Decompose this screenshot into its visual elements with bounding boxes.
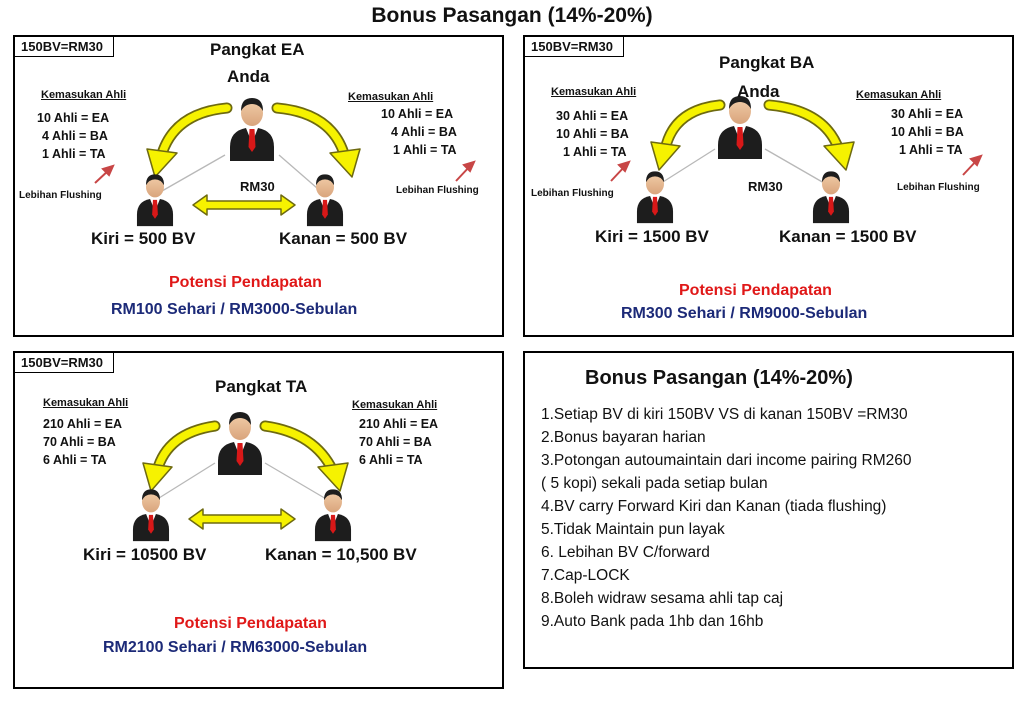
bv-rate-tag: 150BV=RM30 (525, 37, 624, 57)
person-icon (218, 412, 262, 475)
right-entry-line: 10 Ahli = BA (891, 125, 964, 139)
list-item: ( 5 kopi) sekali pada setiap bulan (541, 475, 768, 492)
right-flushing-label: Lebihan Flushing (396, 185, 479, 196)
left-entry-line: 4 Ahli = BA (42, 129, 108, 143)
rank-label: Pangkat TA (215, 377, 308, 396)
right-entry-line: 30 Ahli = EA (891, 107, 964, 121)
income-value: RM300 Sehari / RM9000-Sebulan (621, 305, 868, 322)
pair-value: RM30 (240, 179, 275, 194)
double-arrow-icon (193, 195, 295, 215)
left-curved-arrow-icon (147, 108, 227, 177)
left-entry-line: 10 Ahli = EA (37, 111, 110, 125)
potential-income-label: Potensi Pendapatan (169, 274, 322, 291)
right-bv: Kanan = 1500 BV (779, 227, 917, 246)
right-entry-line: 210 Ahli = EA (359, 417, 439, 431)
left-curved-arrow-icon (143, 426, 215, 491)
list-item: 9.Auto Bank pada 1hb dan 16hb (541, 613, 764, 630)
list-item: 1.Setiap BV di kiri 150BV VS di kanan 150BV =RM30 (541, 406, 908, 423)
right-entry-line: 1 Ahli = TA (899, 143, 963, 157)
right-bv: Kanan = 500 BV (279, 229, 408, 248)
potential-income-label: Potensi Pendapatan (679, 282, 832, 299)
income-value: RM100 Sehari / RM3000-Sebulan (111, 301, 358, 318)
page-title: Bonus Pasangan (14%-20%) (371, 4, 653, 27)
panel-ba (523, 35, 1014, 337)
right-curved-arrow-icon (769, 105, 854, 170)
right-entry-line: 1 Ahli = TA (393, 143, 457, 157)
list-item: 5.Tidak Maintain pun layak (541, 521, 725, 538)
left-flushing-label: Lebihan Flushing (531, 188, 614, 199)
person-icon (230, 98, 274, 161)
right-flushing-label: Lebihan Flushing (897, 182, 980, 193)
bv-rate-tag: 150BV=RM30 (15, 37, 114, 57)
person-icon (133, 489, 169, 541)
rank-label: Pangkat EA (210, 40, 305, 59)
left-entry-line: 30 Ahli = EA (556, 109, 629, 123)
right-entry-line: 10 Ahli = EA (381, 107, 454, 121)
list-item: 4.BV carry Forward Kiri dan Kanan (tiada flushing) (541, 498, 887, 515)
summary-list (541, 403, 912, 633)
summary-title: Bonus Pasangan (14%-20%) (585, 367, 853, 389)
you-label: Anda (227, 67, 270, 86)
person-icon (307, 174, 343, 226)
left-entry-line: 70 Ahli = BA (43, 435, 116, 449)
pointer-arrow-icon (963, 156, 981, 175)
list-item: 2.Bonus bayaran harian (541, 429, 706, 446)
left-curved-arrow-icon (651, 105, 720, 170)
potential-income-label: Potensi Pendapatan (174, 615, 327, 632)
left-entry-line: 1 Ahli = TA (563, 145, 627, 159)
left-entry-line: 10 Ahli = BA (556, 127, 629, 141)
left-entry-heading: Kemasukan Ahli (41, 89, 127, 101)
right-entry-heading: Kemasukan Ahli (352, 399, 438, 411)
list-item: 6. Lebihan BV C/forward (541, 544, 710, 561)
bv-rate-tag: 150BV=RM30 (15, 353, 114, 373)
left-entry-line: 1 Ahli = TA (42, 147, 106, 161)
right-curved-arrow-icon (277, 108, 360, 177)
income-value: RM2100 Sehari / RM63000-Sebulan (103, 639, 368, 656)
left-bv: Kiri = 10500 BV (83, 545, 207, 564)
rank-label: Pangkat BA (719, 53, 815, 72)
pointer-arrow-icon (456, 162, 474, 181)
double-arrow-icon (189, 509, 295, 529)
list-item: 7.Cap-LOCK (541, 567, 630, 584)
left-bv: Kiri = 500 BV (91, 229, 196, 248)
right-curved-arrow-icon (265, 426, 348, 491)
pair-value: RM30 (748, 179, 783, 194)
left-bv: Kiri = 1500 BV (595, 227, 709, 246)
left-entry-line: 6 Ahli = TA (43, 453, 107, 467)
left-entry-heading: Kemasukan Ahli (43, 397, 129, 409)
left-flushing-label: Lebihan Flushing (19, 190, 102, 201)
right-entry-heading: Kemasukan Ahli (856, 89, 942, 101)
pointer-arrow-icon (95, 166, 113, 183)
right-entry-line: 70 Ahli = BA (359, 435, 432, 449)
person-icon (137, 174, 173, 226)
panel-ta (13, 351, 504, 689)
right-bv: Kanan = 10,500 BV (265, 545, 417, 564)
left-entry-line: 210 Ahli = EA (43, 417, 123, 431)
left-entry-heading: Kemasukan Ahli (551, 86, 637, 98)
right-entry-line: 4 Ahli = BA (391, 125, 457, 139)
panel-ea (13, 35, 504, 337)
list-item: 3.Potongan autoumaintain dari income pairing RM260 (541, 452, 912, 469)
you-label: Anda (737, 82, 780, 101)
summary-panel (523, 351, 1014, 669)
list-item: 8.Boleh widraw sesama ahli tap caj (541, 590, 784, 607)
pointer-arrow-icon (611, 162, 629, 181)
right-entry-heading: Kemasukan Ahli (348, 91, 434, 103)
right-entry-line: 6 Ahli = TA (359, 453, 423, 467)
person-icon (315, 489, 351, 541)
